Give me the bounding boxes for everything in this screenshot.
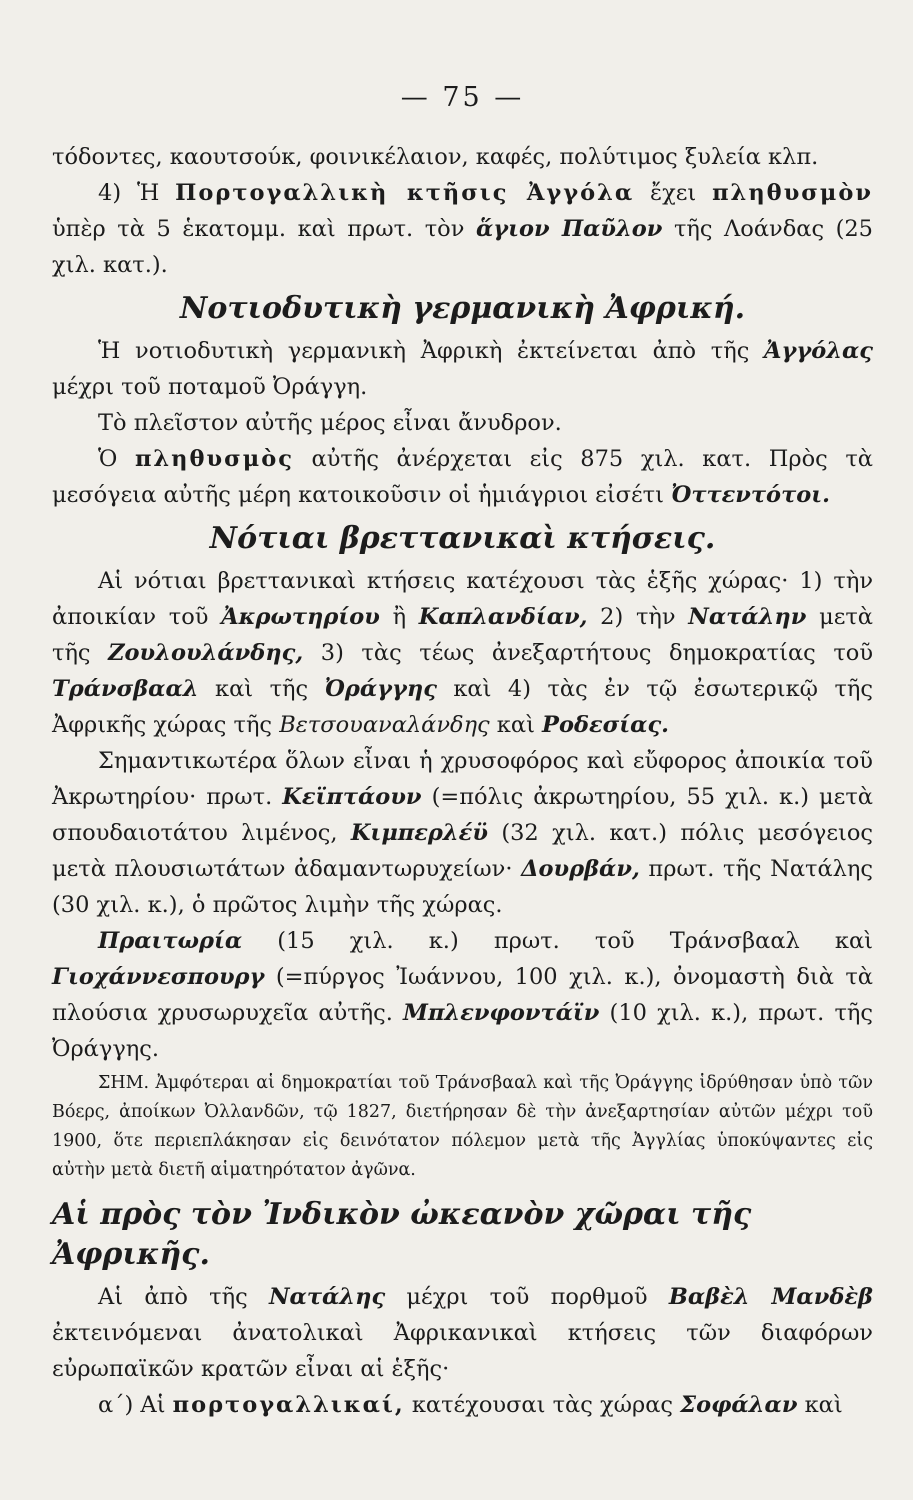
paragraph-pretoria: Πραιτωρία (15 χιλ. κ.) πρωτ. τοῦ Τράνσβααλ καὶ Γιοχάννεσπουργ (=πύργος Ἰωάννου, 100 χιλ. κ.), ὀνομαστὴ διὰ τὰ πλούσια χρυσωρυχεῖα αὐτῆς. Μπλενφοντάϊν (10 χιλ. κ.), πρωτ. τῆς Ὀράγγης.: [52, 928, 873, 1062]
paragraph-cape-colony: Σημαντικωτέρα ὅλων εἶναι ἡ χρυσοφόρος καὶ εὔφορος ἀποικία τοῦ Ἀκρωτηρίου· πρωτ. Κεϊπτάουν (=πόλις ἀκρωτηρίου, 55 χιλ. κ.) μετὰ σπουδαιοτάτου λιμένος, Κιμπερλέϋ (32 χιλ. κατ.) πόλις μεσόγειος μετὰ πλουσιωτάτων ἀδαμαντωρυχείων· Δουρβάν, πρωτ. τῆς Νατάλης (30 χιλ. κ.), ὁ πρῶτος λιμὴν τῆς χώρας.: [52, 748, 873, 918]
heading-southern-british-possessions: Νότιαι βρεττανικαὶ κτήσεις.: [209, 521, 716, 556]
paragraph-british-possessions: Αἱ νότιαι βρεττανικαὶ κτήσεις κατέχουσι τὰς ἑξῆς χώρας· 1) τὴν ἀποικίαν τοῦ Ἀκρωτηρίου ἢ Καπλανδίαν, 2) τὴν Νατάλην μετὰ τῆς Ζουλουλάνδης, 3) τὰς τέως ἀνεξαρτήτους δημοκρατίας τοῦ Τράνσβααλ καὶ τῆς Ὀράγγης καὶ 4) τὰς ἐν τῷ ἐσωτερικῷ τῆς Ἀφρικῆς χώρας τῆς Βετσουαναλάνδης καὶ Ροδεσίας.: [52, 568, 874, 738]
footnote-boers: ΣΗΜ. Ἀμφότεραι αἱ δημοκρατίαι τοῦ Τράνσβααλ καὶ τῆς Ὀράγγης ἱδρύθησαν ὑπὸ τῶν Βόερς, ἀποίκων Ὀλλανδῶν, τῷ 1827, διετήρησαν δὲ τὴν ἀνεξαρτησίαν αὐτῶν μέχρι τοῦ 1900, ὅτε περιεπλάκησαν εἰς δεινότατον πόλεμον μετὰ τῆς Ἀγγλίας ὑποκύψαντες εἰς αὐτὴν μετὰ διετῆ αἱματηρότατον ἀγῶνα.: [52, 1073, 873, 1180]
paragraph-angola: 4) Ἡ Πορτογαλλικὴ κτῆσις Ἀγγόλα ἔχει πληθυσμὸν ὑπὲρ τὰ 5 ἑκατομμ. καὶ πρωτ. τὸν ἅγιον Παῦλον τῆς Λοάνδας (25 χιλ. κατ.).: [52, 180, 873, 278]
paragraph-east-africa: Αἱ ἀπὸ τῆς Νατάλης μέχρι τοῦ πορθμοῦ Βαβὲλ Μανδὲβ ἐκτεινόμεναι ἀνατολικαὶ Ἀφρικανικαὶ κτήσεις τῶν διαφόρων εὐρωπαϊκῶν κρατῶν εἶναι αἱ ἑξῆς·: [52, 1284, 873, 1382]
paragraph-products: τόδοντες, καουτσούκ, φοινικέλαιον, καφές, πολύτιμος ξυλεία κλπ.: [52, 144, 819, 170]
paragraph-sw-population: Ὁ πληθυσμὸς αὐτῆς ἀνέρχεται εἰς 875 χιλ. κατ. Πρὸς τὰ μεσόγεια αὐτῆς μέρη κατοικοῦσιν οἱ ἡμιάγριοι εἰσέτι Ὀττεντότοι.: [52, 446, 873, 508]
paragraph-sw-africa-extent: Ἡ νοτιοδυτικὴ γερμανικὴ Ἀφρικὴ ἐκτείνεται ἀπὸ τῆς Ἀγγόλας μέχρι τοῦ ποταμοῦ Ὀράγγη.: [52, 338, 873, 400]
heading-southwest-german-africa: Νοτιοδυτικὴ γερμανικὴ Ἀφρική.: [179, 291, 746, 326]
paragraph-portuguese: α΄) Αἱ πορτογαλλικαί, κατέχουσαι τὰς χώρας Σοφάλαν καὶ: [98, 1392, 843, 1418]
page-number: — 75 —: [400, 82, 525, 113]
sao-paulo-term: ἅγιον Παῦλον: [475, 216, 663, 242]
population-term: πληθυσμὸν: [712, 180, 873, 206]
angola-term: Πορτογαλλικὴ κτῆσις Ἀγγόλα: [175, 180, 635, 206]
paragraph-waterless: Τὸ πλεῖστον αὐτῆς μέρος εἶναι ἄνυδρον.: [98, 410, 562, 436]
heading-indian-ocean-lands: Αἱ πρὸς τὸν Ἰνδικὸν ὠκεανὸν χῶραι τῆς Ἀφρικῆς.: [52, 1197, 752, 1272]
